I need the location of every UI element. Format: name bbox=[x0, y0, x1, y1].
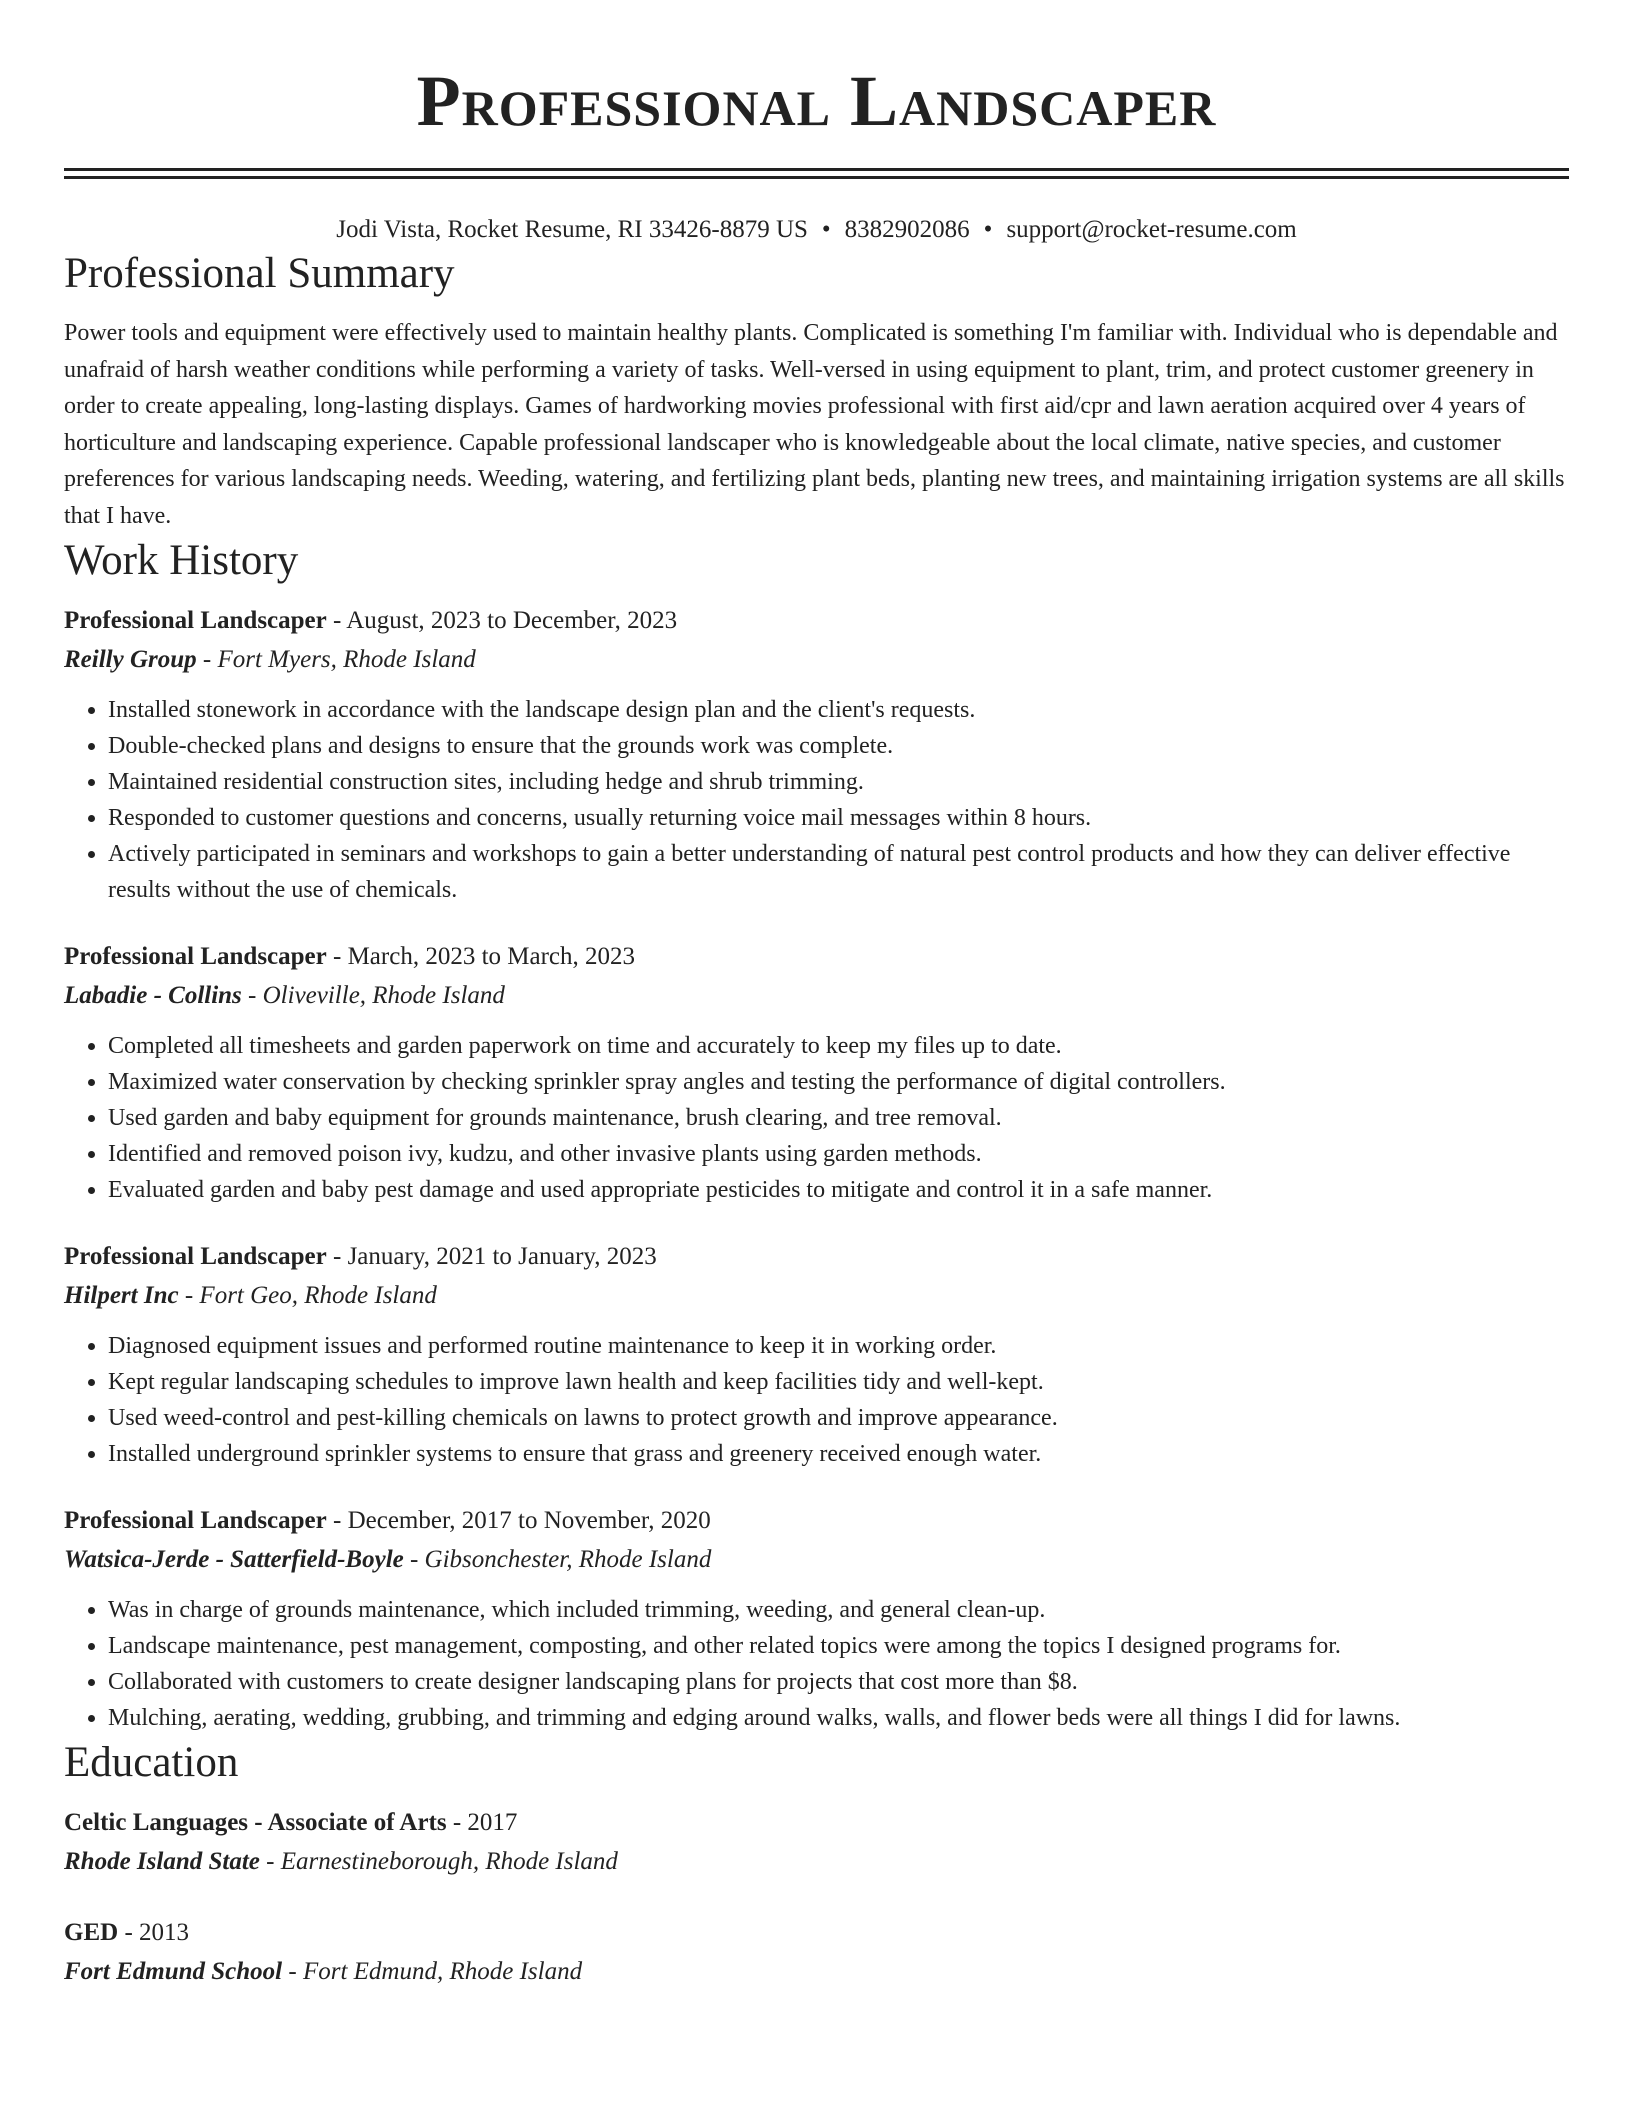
education-year: - 2013 bbox=[118, 1919, 190, 1946]
job-company: Hilpert Inc bbox=[64, 1282, 179, 1309]
education-school-line bbox=[64, 1952, 1569, 1992]
education-entry bbox=[64, 1914, 1569, 1992]
job-title-line bbox=[64, 938, 1569, 976]
job-dates: - January, 2021 to January, 2023 bbox=[326, 1243, 657, 1270]
job-bullet: • Completed all timesheets and garden paperwork on time and accurately to keep my files up to date. bbox=[108, 1028, 1569, 1064]
job-company-line bbox=[64, 1540, 1569, 1580]
job-location: - Fort Geo, Rhode Island bbox=[178, 1282, 437, 1309]
job-bullets bbox=[64, 1328, 1569, 1472]
job-dates: - March, 2023 to March, 2023 bbox=[326, 943, 636, 970]
job-company: Labadie - Collins bbox=[64, 982, 242, 1009]
education-degree: Celtic Languages - Associate of Arts bbox=[64, 1809, 447, 1836]
job-bullet: • Mulching, aerating, wedding, grubbing, and trimming and edging around walks, walls, and flower beds were all things I did for lawns. bbox=[108, 1700, 1569, 1736]
contact-address: Jodi Vista, Rocket Resume, RI 33426-8879 US bbox=[336, 216, 808, 243]
job-bullets bbox=[64, 1592, 1569, 1736]
job-company: Reilly Group bbox=[64, 646, 197, 673]
job-bullet: • Installed stonework in accordance with the landscape design plan and the client's requests. bbox=[108, 692, 1569, 728]
job-bullet: • Maximized water conservation by checking sprinkler spray angles and testing the performance of digital controllers. bbox=[108, 1064, 1569, 1100]
job-title-line bbox=[64, 1238, 1569, 1276]
summary-heading: Professional Summary bbox=[64, 250, 455, 297]
title-divider bbox=[64, 168, 1569, 179]
education-location: - Earnestineborough, Rhode Island bbox=[259, 1848, 618, 1875]
contact-line bbox=[64, 213, 1569, 247]
job-company-line bbox=[64, 976, 1569, 1016]
work-history-heading: Work History bbox=[64, 537, 299, 584]
job-bullet: • Double-checked plans and designs to ensure that the grounds work was complete. bbox=[108, 728, 1569, 764]
job-location: - Oliveville, Rhode Island bbox=[241, 982, 505, 1009]
education-entry bbox=[64, 1804, 1569, 1882]
contact-phone: 8382902086 bbox=[844, 216, 970, 243]
job-bullets bbox=[64, 692, 1569, 908]
contact-separator: • bbox=[821, 216, 831, 243]
job-entry bbox=[64, 1238, 1569, 1472]
job-bullet: • Responded to customer questions and concerns, usually returning voice mail messages within 8 hours. bbox=[108, 800, 1569, 836]
job-location: - Gibsonchester, Rhode Island bbox=[403, 1546, 712, 1573]
job-dates: - August, 2023 to December, 2023 bbox=[326, 607, 678, 634]
job-role: Professional Landscaper bbox=[64, 1243, 327, 1270]
education-degree: GED bbox=[64, 1919, 119, 1946]
job-bullet: • Installed underground sprinkler systems to ensure that grass and greenery received enough water. bbox=[108, 1436, 1569, 1472]
job-location: - Fort Myers, Rhode Island bbox=[196, 646, 476, 673]
job-bullets bbox=[64, 1028, 1569, 1208]
job-bullet: • Diagnosed equipment issues and performed routine maintenance to keep it in working order. bbox=[108, 1328, 1569, 1364]
education-school: Rhode Island State bbox=[64, 1848, 260, 1875]
job-bullet: • Collaborated with customers to create designer landscaping plans for projects that cost more than $8. bbox=[108, 1664, 1569, 1700]
job-role: Professional Landscaper bbox=[64, 1507, 327, 1534]
job-bullet: • Landscape maintenance, pest management, composting, and other related topics were among the topics I designed programs for. bbox=[108, 1628, 1569, 1664]
resume-page bbox=[64, 0, 1569, 1992]
job-role: Professional Landscaper bbox=[64, 607, 327, 634]
job-bullet: • Actively participated in seminars and workshops to gain a better understanding of natural pest control products and how they can deliver effective results without the use of chemicals. bbox=[108, 836, 1569, 908]
job-bullet: • Evaluated garden and baby pest damage and used appropriate pesticides to mitigate and control it in a safe manner. bbox=[108, 1172, 1569, 1208]
job-title-line bbox=[64, 1502, 1569, 1540]
education-degree-line bbox=[64, 1804, 1569, 1842]
summary-text: Power tools and equipment were effectively used to maintain healthy plants. Complicated is something I'm familiar with. Individual who is dependable and unafraid of harsh weather conditions while performing a variety of tasks. Well-versed in using equipment to plant, trim, and protect customer greenery in order to create appealing, long-lasting displays. Games of hardworking movies professional with first aid/cpr and lawn aeration acquired over 4 years of horticulture and landscaping experience. Capable professional landscaper who is knowledgeable about the local climate, native species, and customer preferences for various landscaping needs. Weeding, watering, and fertilizing plant beds, planting new trees, and maintaining irrigation systems are all skills that I have. bbox=[64, 320, 1565, 529]
job-dates: - December, 2017 to November, 2020 bbox=[326, 1507, 711, 1534]
job-title-line bbox=[64, 602, 1569, 640]
job-entry bbox=[64, 602, 1569, 908]
job-company-line bbox=[64, 1276, 1569, 1316]
job-bullet: • Was in charge of grounds maintenance, which included trimming, weeding, and general clean-up. bbox=[108, 1592, 1569, 1628]
education-school: Fort Edmund School bbox=[64, 1958, 283, 1985]
contact-email: support@rocket-resume.com bbox=[1006, 216, 1297, 243]
job-bullet: • Kept regular landscaping schedules to improve lawn health and keep facilities tidy and well-kept. bbox=[108, 1364, 1569, 1400]
job-entry bbox=[64, 938, 1569, 1208]
job-company: Watsica-Jerde - Satterfield-Boyle bbox=[64, 1546, 404, 1573]
job-bullet: • Maintained residential construction sites, including hedge and shrub trimming. bbox=[108, 764, 1569, 800]
contact-separator: • bbox=[983, 216, 993, 243]
job-bullet: • Identified and removed poison ivy, kudzu, and other invasive plants using garden methods. bbox=[108, 1136, 1569, 1172]
education-degree-line bbox=[64, 1914, 1569, 1952]
job-entry bbox=[64, 1502, 1569, 1736]
resume-title: Professional Landscaper bbox=[416, 61, 1217, 141]
education-location: - Fort Edmund, Rhode Island bbox=[282, 1958, 583, 1985]
job-bullet: • Used weed-control and pest-killing chemicals on lawns to protect growth and improve appearance. bbox=[108, 1400, 1569, 1436]
education-school-line bbox=[64, 1842, 1569, 1882]
education-year: - 2017 bbox=[446, 1809, 518, 1836]
education-heading: Education bbox=[64, 1739, 239, 1786]
job-role: Professional Landscaper bbox=[64, 943, 327, 970]
job-bullet: • Used garden and baby equipment for grounds maintenance, brush clearing, and tree removal. bbox=[108, 1100, 1569, 1136]
job-company-line bbox=[64, 640, 1569, 680]
